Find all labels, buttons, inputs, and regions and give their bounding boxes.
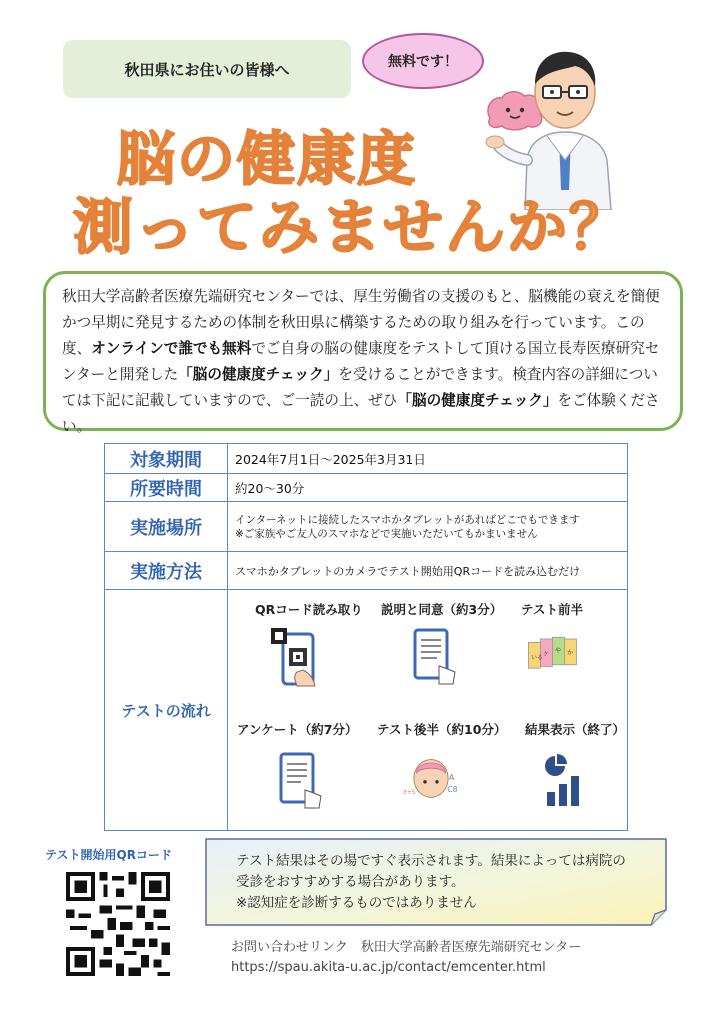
svg-text:か: か [567, 649, 574, 657]
free-badge [362, 33, 484, 89]
result-note-text [236, 851, 656, 914]
place-value [235, 502, 621, 551]
qr-code-image[interactable] [66, 872, 170, 976]
row-method [105, 552, 627, 590]
greeting-text: 秋田県にお住いの皆様へ [124, 60, 290, 79]
results-chart-icon [535, 750, 595, 812]
greeting-banner [63, 40, 351, 98]
info-table [104, 443, 628, 831]
intro-product-name-2: 「脳の健康度チェック」 [397, 392, 558, 409]
intro-text-1: 秋田大学高齢者医療先端研究センターでは、厚生労働省の支援のもと、脳機能の衰えを簡便かつ早期に発見するための体制を秋田県に構築するための取り組みを行っています。この度、 [62, 288, 660, 357]
step-2-title: 説明と同意（約3分） [381, 602, 503, 617]
period-value: 2024年7月1日～2025年3月31日 [235, 451, 426, 467]
row-duration [105, 474, 627, 502]
step-3-title: テスト前半 [521, 602, 584, 617]
intro-bold-free: オンラインで誰でも無料 [91, 340, 252, 357]
contact-url-link[interactable]: https://spau.akita-u.ac.jp/contact/emcenter.html [231, 960, 546, 975]
place-value-line-1: インターネットに接続したスマホかタブレットがあればどこでもできます [235, 513, 580, 526]
svg-text:や: や [555, 647, 562, 655]
method-label: 実施方法 [105, 552, 228, 589]
qr-scan-phone-icon [267, 626, 327, 688]
intro-text-2: でご自身の脳の健康度をテストして頂ける国立長寿医療研究センターと開発した [62, 340, 660, 383]
step-1-title: QRコード読み取り [255, 602, 363, 617]
note-line-2: 受診をおすすめする場合があります。 [236, 874, 465, 890]
step-4-title: アンケート（約7分） [237, 722, 358, 737]
duration-label: 所要時間 [105, 474, 228, 501]
method-value: スマホかタブレットのカメラでテスト開始用QRコードを読み込むだけ [235, 564, 581, 578]
svg-text:ケ: ケ [543, 651, 550, 659]
row-period [105, 444, 627, 474]
intro-text-3: を受けることができます。検査内容の詳細については下記に記載していますので、ご一読の上、ぜひ [62, 366, 658, 409]
brain-thinking-icon [401, 750, 461, 812]
svg-text:いる: いる [531, 654, 544, 662]
tablet-document-icon [405, 626, 465, 688]
period-label: 対象期間 [105, 444, 228, 473]
row-flow [105, 590, 627, 830]
intro-box [43, 271, 683, 435]
place-label: 実施場所 [105, 502, 228, 551]
tablet-survey-icon [271, 750, 331, 812]
svg-text:C8: C8 [447, 785, 458, 795]
svg-text:3+5: 3+5 [402, 788, 416, 796]
intro-text-4: をご体験ください。 [62, 392, 660, 435]
flow-label: テストの流れ [105, 590, 228, 830]
step-6-title: 結果表示（終了） [525, 722, 626, 737]
duration-value: 約20～30分 [235, 480, 305, 496]
title-line-2: 測ってみませんか？ [73, 193, 631, 263]
contact-label: お問い合わせリンク 秋田大学高齢者医療先端研究センター [231, 940, 582, 955]
word-cards-icon [525, 626, 585, 688]
qr-label: テスト開始用QRコード [45, 848, 172, 862]
intro-product-name: 「脳の健康度チェック」 [178, 366, 339, 383]
title-line-1: 脳の健康度 [116, 125, 417, 193]
note-line-3: ※認知症を診断するものではありません [236, 895, 477, 911]
row-place [105, 502, 627, 552]
place-value-line-2: ※ご家族やご友人のスマホなどで実施いただいてもかまいません [235, 527, 538, 540]
step-5-title: テスト後半（約10分） [377, 722, 507, 737]
note-line-1: テスト結果はその場ですぐ表示されます。結果によっては病院の [236, 853, 626, 869]
svg-text:A: A [449, 773, 455, 783]
free-badge-text: 無料です！ [388, 54, 458, 70]
